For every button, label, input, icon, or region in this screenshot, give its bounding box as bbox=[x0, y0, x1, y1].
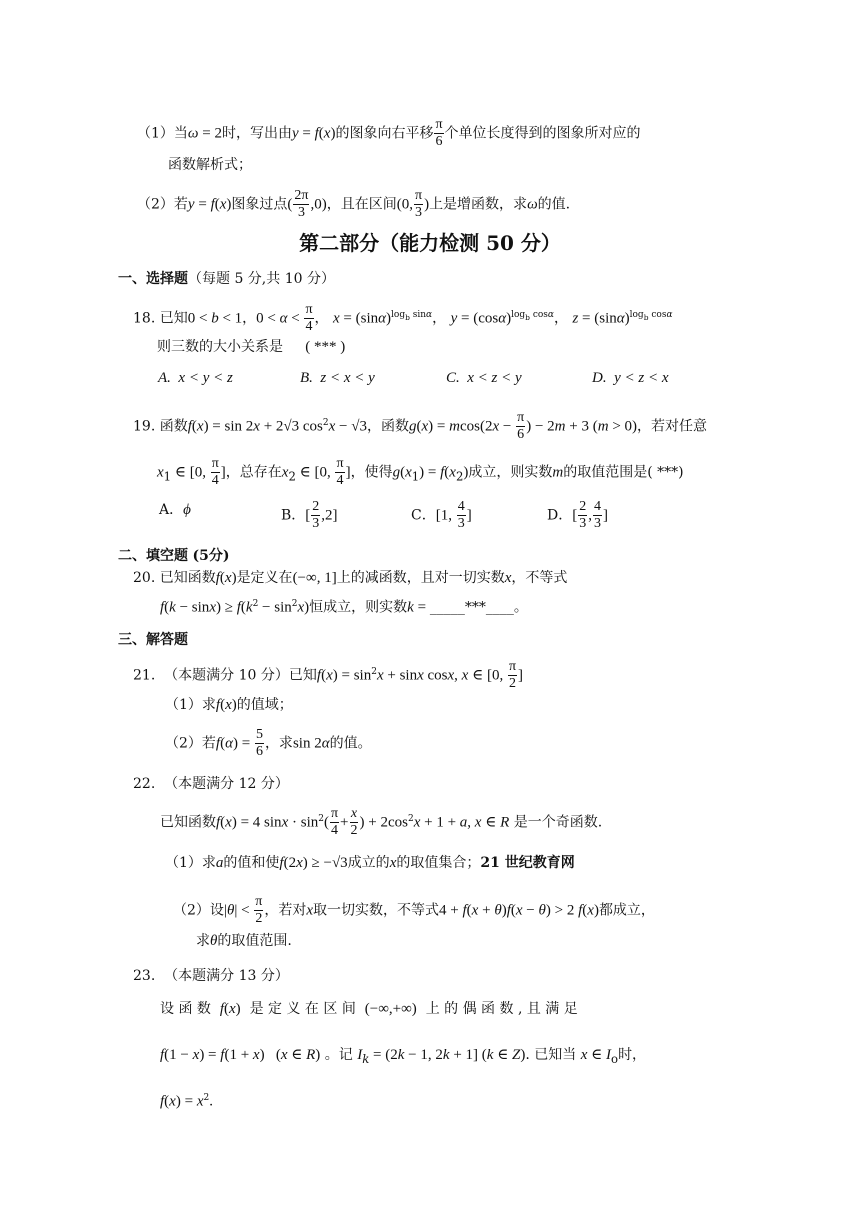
q19-stem-1: 19. 函数f(x) = sin 2x + 2√3 $\cos^2x - √3$，函数g(x) = mcos(2x − $\frac{\pi}{6}$ ) − 2m + 3 (m > 0)，若对任意 bbox=[133, 410, 708, 442]
q22-part1: （1）求a的值和使f(2x) ≥ −√3成立的x的取值集合；21 世纪教育网 bbox=[165, 855, 575, 871]
q18-stem: 18. 已知0 < b < 1，0 < α < $\frac{\pi}{4}$ ， $x = (\sin\alpha)^{log_b sin\alpha}$， $y = (\cos\alpha)^{log_b cos\alpha}$， $z = (\sin\alpha)^{log_b cos\alpha}$ bbox=[133, 302, 673, 334]
q17-part2-line: （2）若y = f(x)图象过点( $\frac{2\pi}{3}$ ,0)，且在区间(0, $\frac{\pi}{3}$ )上是增函数，求ω的值. bbox=[137, 188, 571, 220]
q22-part2-cont: 求θ的取值范围. bbox=[196, 933, 292, 949]
q19-option-c[interactable]: C．[1, $\frac{4}{3}$ ] bbox=[411, 499, 472, 531]
q18-compare: 则三数的大小关系是 ( *** ) bbox=[157, 339, 346, 355]
q22-stem: 已知函数f(x) = 4 $\sin x \cdot \sin^2$( $\frac{\pi}{4}$ + $\frac{x}{2}$ ) + $2\cos^2x + 1 + a$, x ∈ R 是一个奇函数. bbox=[160, 806, 603, 838]
q23-header: 23. （本题满分 13 分） bbox=[133, 968, 289, 984]
part2-title: 第二部分（能力检测 50 分） bbox=[299, 231, 561, 255]
section-3-heading: 三、解答题 bbox=[118, 632, 188, 648]
q19-option-a[interactable]: A．ϕ bbox=[159, 502, 191, 518]
q17-part1-line: （1）当ω = 2时，写出由y = f(x)的图象向右平移 $\frac{\pi}{6}$ 个单位长度得到的图象所对应的 bbox=[137, 117, 641, 149]
section-1-heading: 一、选择题（每题 5 分,共 10 分） bbox=[118, 271, 335, 287]
q18-option-d[interactable]: D. y < z < x bbox=[592, 370, 669, 386]
q18-option-c[interactable]: C. x < z < y bbox=[446, 370, 522, 386]
q21-stem: 21. （本题满分 10 分）已知$f(x) = \sin^2x + \sin x$ cosx, x ∈ [0, $\frac{\pi}{2}$ ] bbox=[133, 659, 524, 691]
q19-option-d[interactable]: D．[ $\frac{2}{3}$ , $\frac{4}{3}$ ] bbox=[547, 499, 608, 531]
q20-stem-2: $f(k - \sin x) \ge f(k^2 - \sin^2x)$恒成立，则实数k = _____***____。 bbox=[160, 599, 528, 616]
q23-stem-1: 设 函 数 f(x) 是 定 义 在 区 间 (−∞,+∞) 上 的 偶 函 数 , 且 满 足 bbox=[160, 1001, 578, 1017]
q17-part1-cont: 函数解析式； bbox=[168, 157, 252, 173]
q19-option-b[interactable]: B．[ $\frac{2}{3}$ ,2] bbox=[281, 499, 338, 531]
q22-header: 22. （本题满分 12 分） bbox=[133, 776, 289, 792]
q23-stem-2: f(1 − x) = f(1 + x) (x ∈ R) 。记 $I_k = (2k - 1$, 2k + 1] (k ∈ Z). 已知当 x ∈ $I_o$时， bbox=[160, 1047, 647, 1066]
section-2-heading: 二、填空题 (5分) bbox=[118, 548, 230, 564]
q21-part1: （1）求f(x)的值域； bbox=[165, 697, 293, 713]
q19-stem-2: $x_1$ ∈ [0, $\frac{\pi}{4}$ ]，总存在$x_2$ ∈ [0, $\frac{\pi}{4}$ ]，使得$g(x_1) = f(x_2)$成立，则实数m的取值范围是( ***) bbox=[157, 456, 684, 488]
watermark-text: 21 世纪教育网 bbox=[480, 855, 575, 871]
q20-stem-1: 20. 已知函数f(x)是定义在(−∞, 1]上的减函数，且对一切实数x，不等式 bbox=[133, 570, 568, 586]
q21-part2: （2）若f(α) = $\frac{5}{6}$ ，求sin 2α的值。 bbox=[165, 727, 372, 759]
q23-stem-3: $f(x) = x^2$. bbox=[160, 1093, 213, 1110]
q18-option-a[interactable]: A. x < y < z bbox=[158, 370, 233, 386]
q18-option-b[interactable]: B. z < x < y bbox=[300, 370, 375, 386]
q22-part2: （2）设|θ| < $\frac{\pi}{2}$ ，若对x取一切实数，不等式4 + f(x + θ)f(x − θ) > 2 f(x)都成立， bbox=[173, 894, 655, 926]
